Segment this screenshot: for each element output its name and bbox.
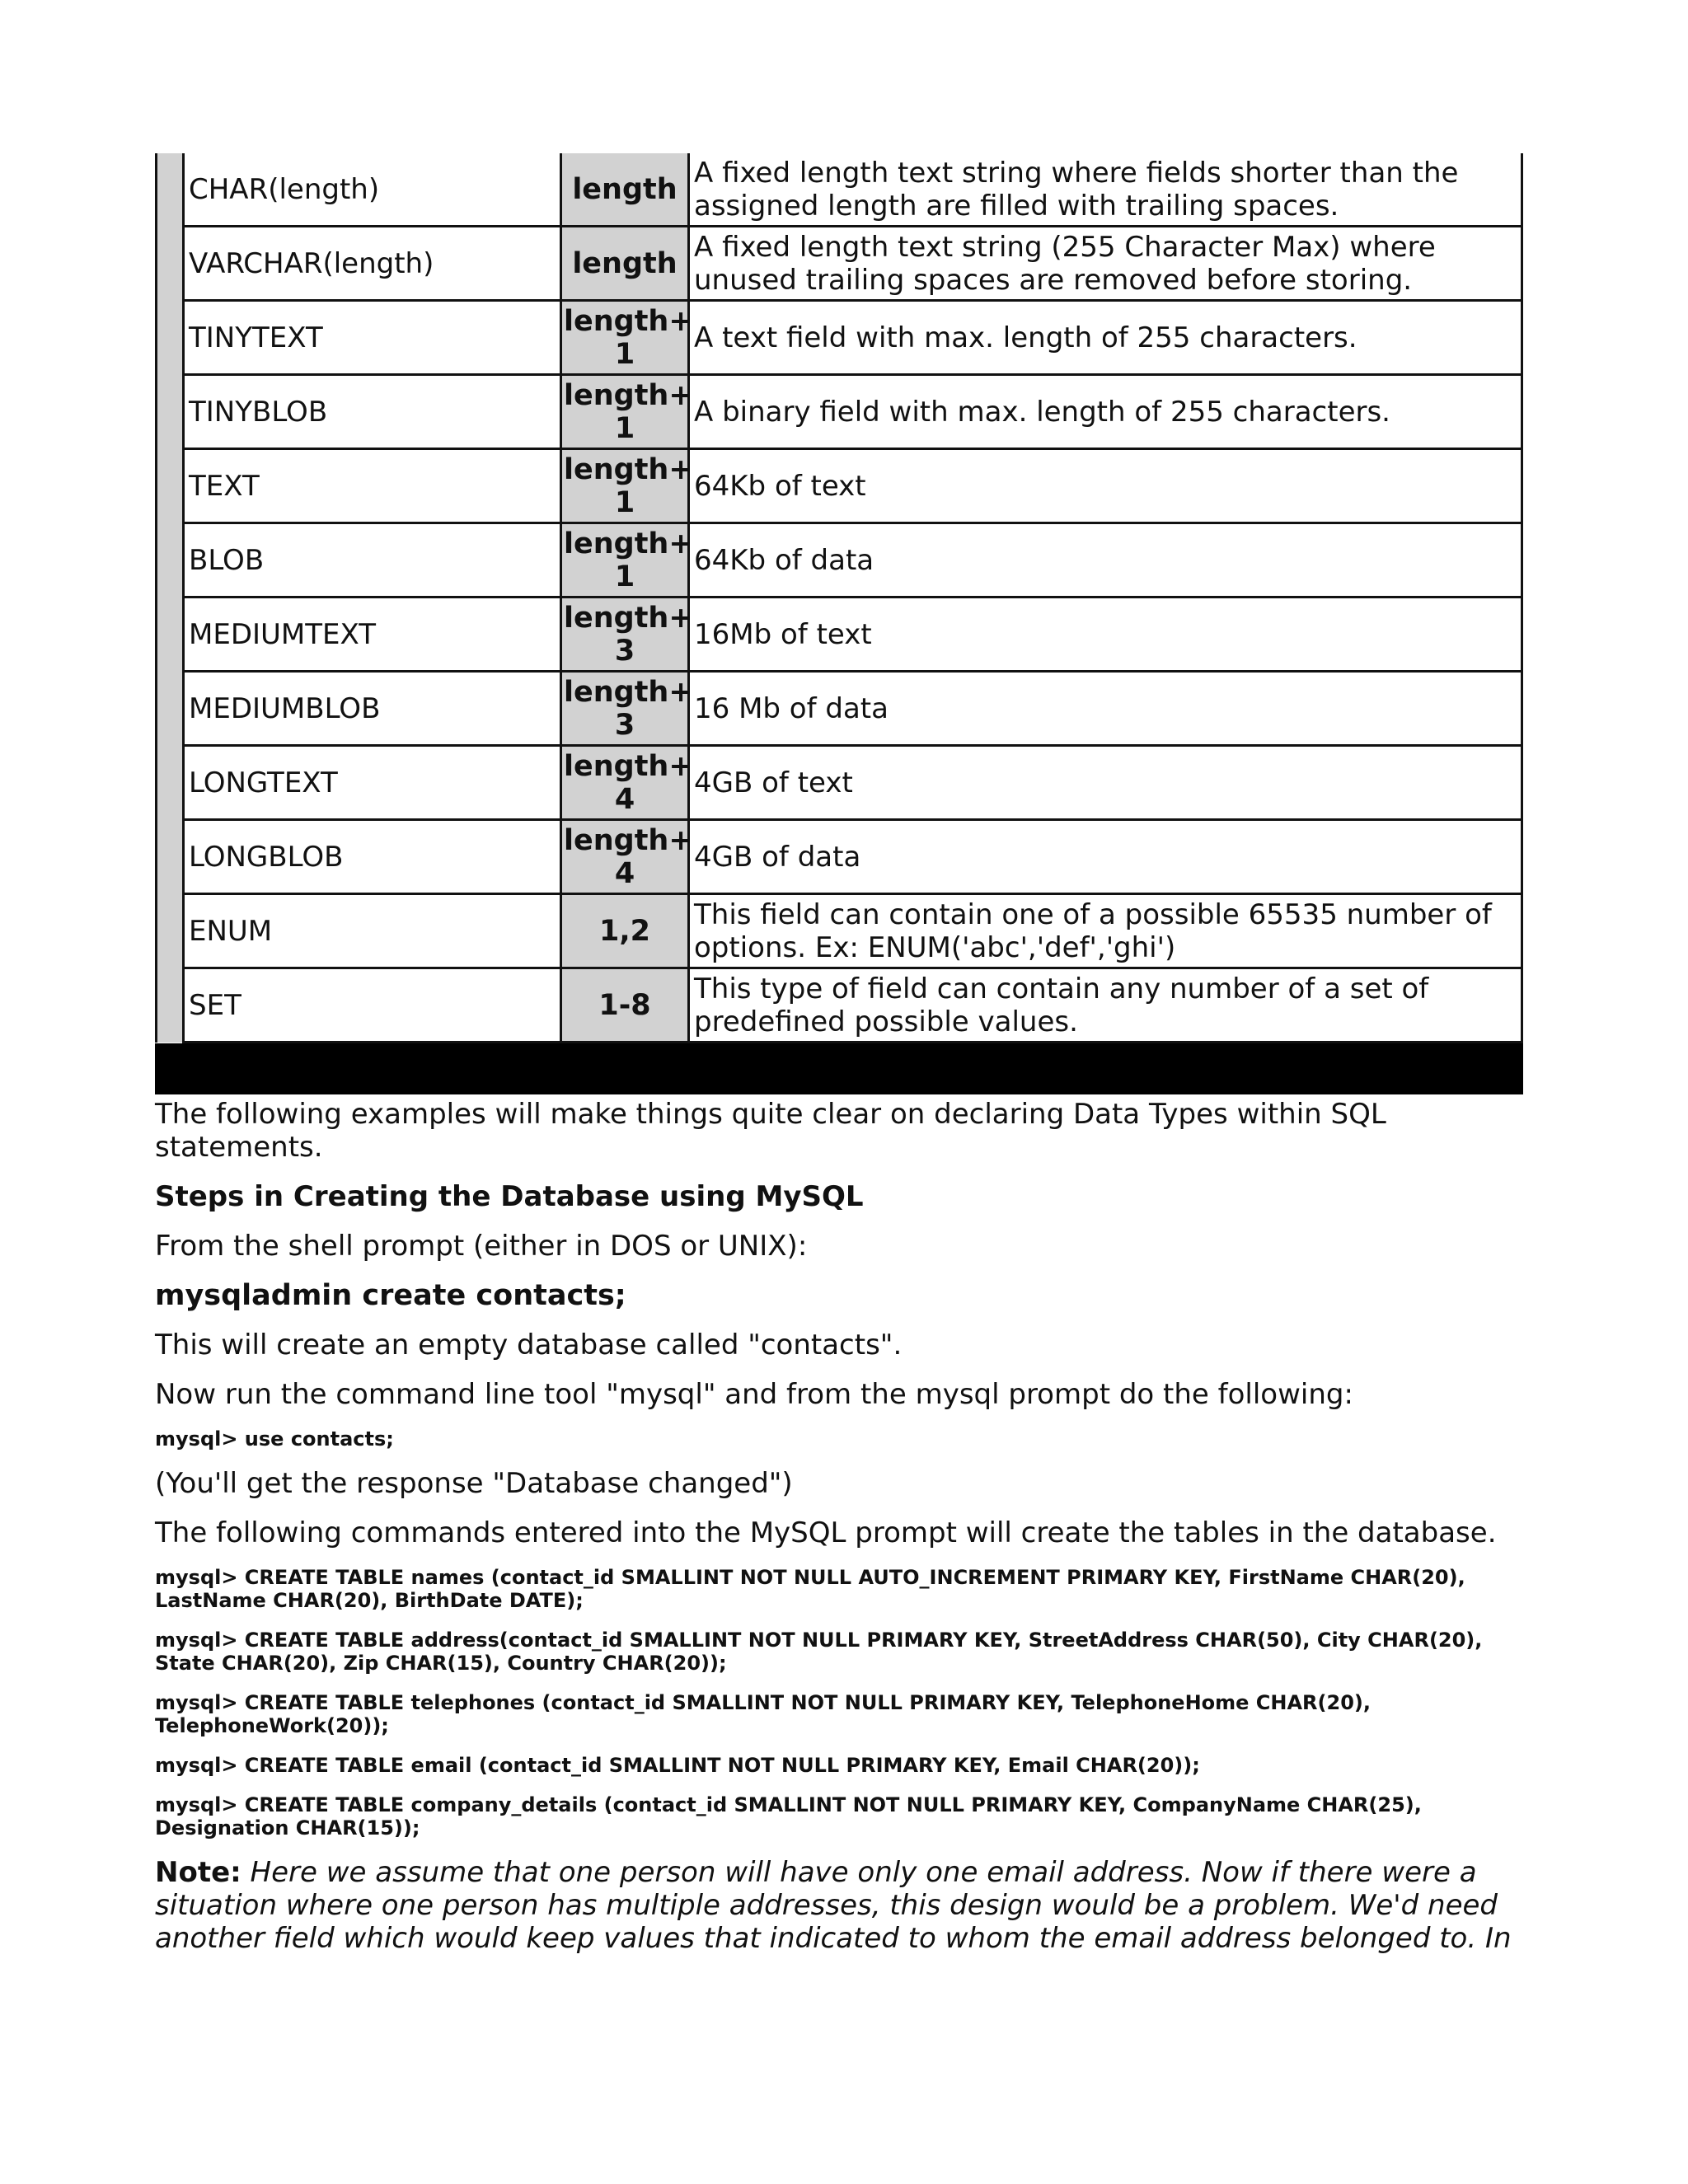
shell-prompt-text: From the shell prompt (either in DOS or UNIX):: [155, 1230, 808, 1263]
data-type-name: SET: [184, 968, 561, 1043]
data-types-table-body: [157, 153, 1522, 1043]
data-type-name: LONGBLOB: [184, 820, 561, 894]
data-type-description: 64Kb of text: [689, 449, 1522, 523]
data-type-row: [157, 894, 1522, 968]
row-gutter: [157, 894, 184, 968]
row-gutter: [157, 227, 184, 301]
row-gutter: [157, 523, 184, 598]
data-type-size: length+ 3: [561, 598, 689, 672]
row-gutter: [157, 746, 184, 820]
create-database-command: mysqladmin create contacts;: [155, 1279, 626, 1312]
data-type-description: 16Mb of text: [689, 598, 1522, 672]
data-type-row: [157, 746, 1522, 820]
data-type-name: TINYTEXT: [184, 301, 561, 375]
note-text: Here we assume that one person will have only one email address. Now if there were a situation where one person has multiple addresses, this design would be a problem. We'd need another field which would keep values that indicated to whom the email address belonged to. In: [155, 1856, 1512, 1955]
data-type-description: 4GB of data: [689, 820, 1522, 894]
data-type-size: length+ 1: [561, 523, 689, 598]
data-type-name: LONGTEXT: [184, 746, 561, 820]
data-type-size: length+ 4: [561, 820, 689, 894]
create-company-command: mysql> CREATE TABLE company_details (contact_id SMALLINT NOT NULL PRIMARY KEY, CompanyName CHAR(25), Designation CHAR(15));: [155, 1793, 1422, 1840]
data-type-description: This field can contain one of a possible 65535 number of options. Ex: ENUM('abc','def','ghi'): [689, 894, 1522, 968]
data-type-description: A fixed length text string (255 Character Max) where unused trailing spaces are removed before storing.: [689, 227, 1522, 301]
data-types-table: [155, 153, 1523, 1043]
data-type-row: [157, 449, 1522, 523]
use-contacts-command: mysql> use contacts;: [155, 1427, 394, 1451]
data-type-size: 1-8: [561, 968, 689, 1043]
create-email-command: mysql> CREATE TABLE email (contact_id SMALLINT NOT NULL PRIMARY KEY, Email CHAR(20));: [155, 1754, 1200, 1777]
document-page: [155, 153, 1523, 1955]
note-paragraph: [155, 1856, 1523, 1955]
create-names-command: mysql> CREATE TABLE names (contact_id SMALLINT NOT NULL AUTO_INCREMENT PRIMARY KEY, FirstName CHAR(20), LastName CHAR(20), BirthDate DATE);: [155, 1566, 1465, 1612]
data-type-description: 4GB of text: [689, 746, 1522, 820]
data-type-row: [157, 227, 1522, 301]
data-type-size: length+ 1: [561, 375, 689, 449]
row-gutter: [157, 598, 184, 672]
data-type-row: [157, 672, 1522, 746]
data-type-description: This type of field can contain any number of a set of predefined possible values.: [689, 968, 1522, 1043]
data-type-name: BLOB: [184, 523, 561, 598]
data-type-description: A text field with max. length of 255 characters.: [689, 301, 1522, 375]
create-result-text: This will create an empty database called "contacts".: [155, 1329, 903, 1361]
use-response-text: (You'll get the response "Database changed"): [155, 1467, 793, 1500]
data-type-size: 1,2: [561, 894, 689, 968]
data-type-name: MEDIUMBLOB: [184, 672, 561, 746]
row-gutter: [157, 449, 184, 523]
commands-intro-text: The following commands entered into the MySQL prompt will create the tables in the database.: [155, 1516, 1497, 1549]
data-type-size: length+ 1: [561, 449, 689, 523]
data-type-size: length+ 3: [561, 672, 689, 746]
data-type-size: length: [561, 153, 689, 227]
data-type-description: A fixed length text string where fields shorter than the assigned length are filled with trailing spaces.: [689, 153, 1522, 227]
data-type-row: [157, 375, 1522, 449]
data-type-name: TEXT: [184, 449, 561, 523]
row-gutter: [157, 672, 184, 746]
data-type-row: [157, 820, 1522, 894]
data-type-name: CHAR(length): [184, 153, 561, 227]
create-telephones-command: mysql> CREATE TABLE telephones (contact_id SMALLINT NOT NULL PRIMARY KEY, TelephoneHome CHAR(20), TelephoneWork(20));: [155, 1691, 1371, 1737]
row-gutter: [157, 301, 184, 375]
data-type-size: length: [561, 227, 689, 301]
data-type-row: [157, 153, 1522, 227]
row-gutter: [157, 820, 184, 894]
data-type-row: [157, 598, 1522, 672]
data-type-name: MEDIUMTEXT: [184, 598, 561, 672]
row-gutter: [157, 153, 184, 227]
data-type-row: [157, 301, 1522, 375]
data-type-name: ENUM: [184, 894, 561, 968]
row-gutter: [157, 375, 184, 449]
note-label: Note:: [155, 1856, 241, 1889]
data-type-size: length+ 1: [561, 301, 689, 375]
data-type-size: length+ 4: [561, 746, 689, 820]
intro-paragraph: The following examples will make things quite clear on declaring Data Types within SQL statements.: [155, 1098, 1386, 1164]
data-type-description: 16 Mb of data: [689, 672, 1522, 746]
row-gutter: [157, 968, 184, 1043]
data-type-description: 64Kb of data: [689, 523, 1522, 598]
data-type-row: [157, 523, 1522, 598]
create-address-command: mysql> CREATE TABLE address(contact_id SMALLINT NOT NULL PRIMARY KEY, StreetAddress CHAR(50), City CHAR(20), State CHAR(20), Zip CHAR(15), Country CHAR(20));: [155, 1629, 1483, 1675]
table-footer-bar: [155, 1043, 1523, 1094]
section-heading: Steps in Creating the Database using MySQL: [155, 1180, 864, 1213]
run-mysql-text: Now run the command line tool "mysql" and from the mysql prompt do the following:: [155, 1378, 1353, 1411]
data-type-row: [157, 968, 1522, 1043]
data-type-name: TINYBLOB: [184, 375, 561, 449]
data-type-name: VARCHAR(length): [184, 227, 561, 301]
data-type-description: A binary field with max. length of 255 characters.: [689, 375, 1522, 449]
